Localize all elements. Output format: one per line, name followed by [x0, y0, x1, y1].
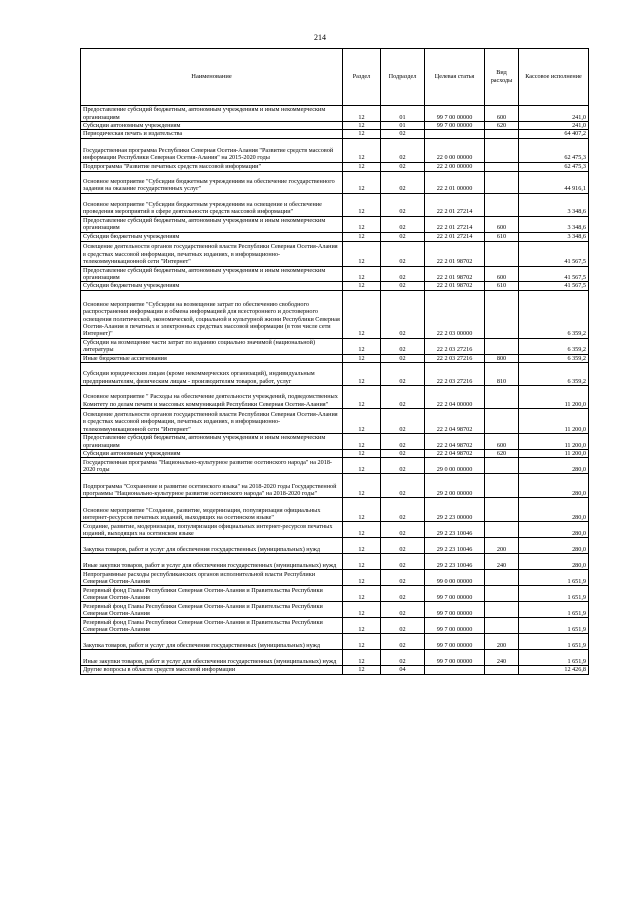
row-target: 22 2 01 27214: [425, 216, 485, 232]
row-subsection: 02: [381, 634, 425, 650]
row-section: 12: [343, 171, 381, 193]
row-subsection: 02: [381, 434, 425, 450]
row-section: 12: [343, 241, 381, 266]
row-target: 22 2 04 98702: [425, 450, 485, 458]
budget-table: [80, 48, 589, 675]
row-amount: 41 567,5: [519, 282, 589, 290]
row-section: 12: [343, 338, 381, 354]
row-subsection: 02: [381, 216, 425, 232]
row-type: 200: [485, 538, 519, 554]
row-amount: 62 475,3: [519, 138, 589, 162]
row-name: Предоставление субсидий бюджетным, автономным учреждениям и иным некоммерческим организациям: [81, 434, 343, 450]
row-name: Субсидии автономным учреждениям: [81, 450, 343, 458]
row-target: 29 2 23 10046: [425, 522, 485, 538]
row-subsection: 02: [381, 282, 425, 290]
row-amount: 11 200,0: [519, 450, 589, 458]
table-row: [81, 409, 589, 434]
row-type: [485, 586, 519, 602]
table-row: [81, 122, 589, 130]
table-header-row: [81, 49, 589, 106]
row-section: 12: [343, 538, 381, 554]
table-row: [81, 650, 589, 666]
row-name: Субсидии на возмещение части затрат по изданию социально значимой (национальной) литературы: [81, 338, 343, 354]
table-row: [81, 570, 589, 586]
row-type: [485, 162, 519, 171]
row-type: [485, 290, 519, 338]
row-amount: 1 651,9: [519, 634, 589, 650]
row-subsection: 02: [381, 458, 425, 474]
row-target: 99 7 00 00000: [425, 602, 485, 618]
row-type: 800: [485, 354, 519, 362]
row-type: 610: [485, 232, 519, 241]
row-type: [485, 171, 519, 193]
table-row: [81, 241, 589, 266]
row-amount: 1 651,9: [519, 586, 589, 602]
row-section: 12: [343, 409, 381, 434]
row-name: Предоставление субсидий бюджетным, автономным учреждениям и иным некоммерческим организациям: [81, 106, 343, 122]
table-row: [81, 602, 589, 618]
row-amount: 3 348,6: [519, 216, 589, 232]
row-type: 600: [485, 434, 519, 450]
row-subsection: 02: [381, 650, 425, 666]
row-amount: 280,0: [519, 522, 589, 538]
row-subsection: 02: [381, 498, 425, 522]
row-type: [485, 570, 519, 586]
table-row: [81, 634, 589, 650]
row-type: 200: [485, 634, 519, 650]
row-amount: 62 475,3: [519, 162, 589, 171]
row-type: [485, 386, 519, 409]
table-row: [81, 171, 589, 193]
row-subsection: 02: [381, 193, 425, 216]
row-section: 12: [343, 232, 381, 241]
row-amount: 64 407,2: [519, 130, 589, 138]
row-amount: 12 426,8: [519, 666, 589, 674]
row-subsection: 02: [381, 570, 425, 586]
row-target: 22 2 01 98702: [425, 241, 485, 266]
row-type: [485, 130, 519, 138]
row-name: Основное мероприятие "Субсидии на возмещение затрат по обеспечению свободного распространения информации и обмена информацией для всестороннего и достоверного освещения политической, экономической, социальной и культурной жизни Республики Северная Осетия-Алания в печатных и электронных средствах массовой информации (в том числе сети Интернет)": [81, 290, 343, 338]
row-subsection: 02: [381, 450, 425, 458]
row-name: Непрограммные расходы республиканских органов исполнительной власти Республики Северная Осетия-Алания: [81, 570, 343, 586]
row-type: 610: [485, 282, 519, 290]
row-name: Иные закупки товаров, работ и услуг для обеспечения государственных (муниципальных) нужд: [81, 554, 343, 570]
row-target: 29 2 00 00000: [425, 474, 485, 498]
row-name: Основное мероприятие "Субсидии бюджетным учреждениям на обеспечение государственного задания на оказание государственных услуг": [81, 171, 343, 193]
row-amount: 6 359,2: [519, 354, 589, 362]
row-target: 22 0 00 00000: [425, 138, 485, 162]
row-amount: 44 916,1: [519, 171, 589, 193]
row-section: 12: [343, 106, 381, 122]
row-name: Государственная программа Республики Северная Осетия-Алания "Развитие средств массовой информации Республики Северная Осетия-Алания" на 2015-2020 годы: [81, 138, 343, 162]
row-name: Иные закупки товаров, работ и услуг для обеспечения государственных (муниципальных) нужд: [81, 650, 343, 666]
row-name: Субсидии юридическим лицам (кроме некоммерческих организаций), индивидуальным предпринимателям, физическим лицам - производителям товаров, работ, услуг: [81, 363, 343, 386]
table-row: [81, 450, 589, 458]
row-amount: 3 348,6: [519, 193, 589, 216]
row-type: [485, 474, 519, 498]
table-row: [81, 282, 589, 290]
row-target: 22 2 01 27214: [425, 232, 485, 241]
row-type: 600: [485, 216, 519, 232]
row-name: Резервный фонд Главы Республики Северная Осетия-Алания и Правительства Республики Северная Осетия-Алания: [81, 602, 343, 618]
row-amount: 241,0: [519, 122, 589, 130]
row-name: Предоставление субсидий бюджетным, автономным учреждениям и иным некоммерческим организациям: [81, 216, 343, 232]
row-name: Подпрограмма "Сохранение и развитие осетинского языка" на 2018-2020 годы Государственной программы "Национально-культурное развитие осетинского народа" на 2018-2020 годы": [81, 474, 343, 498]
row-amount: 280,0: [519, 538, 589, 554]
row-type: [485, 602, 519, 618]
row-name: Субсидии автономным учреждениям: [81, 122, 343, 130]
row-subsection: 02: [381, 130, 425, 138]
row-section: 12: [343, 290, 381, 338]
row-target: 99 7 00 00000: [425, 122, 485, 130]
row-type: 600: [485, 106, 519, 122]
row-type: [485, 498, 519, 522]
row-subsection: 02: [381, 538, 425, 554]
row-type: 620: [485, 122, 519, 130]
header-subsection: Подраздел: [381, 49, 425, 106]
table-row: [81, 266, 589, 282]
row-subsection: 02: [381, 409, 425, 434]
row-target: 99 7 00 00000: [425, 634, 485, 650]
table-row: [81, 290, 589, 338]
row-target: 22 2 00 00000: [425, 162, 485, 171]
row-amount: 1 651,9: [519, 602, 589, 618]
row-target: 99 7 00 00000: [425, 106, 485, 122]
row-type: [485, 241, 519, 266]
row-subsection: 02: [381, 138, 425, 162]
row-name: Освещение деятельности органов государственной власти Республики Северная Осетия-Алания в средствах массовой информации, печатных изданиях, в информационно-телекоммуникационной сети "Интернет": [81, 241, 343, 266]
row-name: Резервный фонд Главы Республики Северная Осетия-Алания и Правительства Республики Северная Осетия-Алания: [81, 618, 343, 634]
row-target: 22 2 01 00000: [425, 171, 485, 193]
page-number: 214: [314, 33, 326, 42]
row-amount: 6 359,2: [519, 338, 589, 354]
row-target: 99 7 00 00000: [425, 586, 485, 602]
row-type: 810: [485, 363, 519, 386]
row-target: 22 2 04 98702: [425, 409, 485, 434]
table-row: [81, 338, 589, 354]
row-target: 99 7 00 00000: [425, 618, 485, 634]
row-type: [485, 458, 519, 474]
row-section: 12: [343, 266, 381, 282]
row-section: 12: [343, 193, 381, 216]
row-target: 29 0 00 00000: [425, 458, 485, 474]
row-amount: 11 200,0: [519, 434, 589, 450]
row-amount: 41 567,5: [519, 266, 589, 282]
row-subsection: 02: [381, 162, 425, 171]
row-type: [485, 138, 519, 162]
row-section: 12: [343, 554, 381, 570]
row-subsection: 01: [381, 122, 425, 130]
row-type: [485, 409, 519, 434]
row-name: Периодическая печать и издательства: [81, 130, 343, 138]
row-subsection: 02: [381, 586, 425, 602]
table-row: [81, 458, 589, 474]
row-subsection: 04: [381, 666, 425, 674]
row-amount: 1 651,9: [519, 650, 589, 666]
row-section: 12: [343, 650, 381, 666]
row-type: [485, 618, 519, 634]
row-type: [485, 338, 519, 354]
row-section: 12: [343, 458, 381, 474]
row-section: 12: [343, 138, 381, 162]
row-name: Основное мероприятие " Расходы на обеспечение деятельности учреждений, подведомственных Комитету по делам печати и массовых коммуникаций Республики Северная Осетия-Алания": [81, 386, 343, 409]
row-section: 12: [343, 162, 381, 171]
row-type: 600: [485, 266, 519, 282]
row-section: 12: [343, 282, 381, 290]
row-amount: 11 200,0: [519, 386, 589, 409]
row-section: 12: [343, 586, 381, 602]
row-subsection: 02: [381, 554, 425, 570]
row-section: 12: [343, 602, 381, 618]
row-amount: 6 359,2: [519, 290, 589, 338]
row-subsection: 02: [381, 241, 425, 266]
row-target: 22 2 03 27216: [425, 338, 485, 354]
row-name: Создание, развитие, модернизация, популяризация официальных интернет-ресурсов печатных изданий, выходящих на осетинском языке: [81, 522, 343, 538]
header-section: Раздел: [343, 49, 381, 106]
row-section: 12: [343, 570, 381, 586]
row-target: 22 2 03 00000: [425, 290, 485, 338]
row-target: 22 2 01 98702: [425, 282, 485, 290]
table-row: [81, 666, 589, 674]
row-type: [485, 193, 519, 216]
row-section: 12: [343, 666, 381, 674]
row-target: 22 2 04 98702: [425, 434, 485, 450]
row-amount: 1 651,9: [519, 570, 589, 586]
row-section: 12: [343, 634, 381, 650]
row-target: 99 7 00 00000: [425, 650, 485, 666]
row-amount: 241,0: [519, 106, 589, 122]
row-target: 29 2 23 00000: [425, 498, 485, 522]
row-target: [425, 666, 485, 674]
header-target: Целевая статья: [425, 49, 485, 106]
row-target: 29 2 23 10046: [425, 554, 485, 570]
row-name: Государственная программа "Национально-культурное развитие осетинского народа" на 2018-2020 годы: [81, 458, 343, 474]
row-type: 240: [485, 650, 519, 666]
row-name: Освещение деятельности органов государственной власти Республики Северная Осетия-Алания в средствах массовой информации, печатных изданиях, в информационно-телекоммуникационной сети "Интернет": [81, 409, 343, 434]
row-name: Субсидии бюджетным учреждениям: [81, 282, 343, 290]
table-row: [81, 434, 589, 450]
row-amount: 280,0: [519, 498, 589, 522]
row-subsection: 02: [381, 171, 425, 193]
row-subsection: 02: [381, 474, 425, 498]
header-type: Вид расходы: [485, 49, 519, 106]
row-amount: 280,0: [519, 474, 589, 498]
row-subsection: 02: [381, 354, 425, 362]
row-subsection: 02: [381, 363, 425, 386]
table-body: [81, 106, 589, 675]
table-row: [81, 498, 589, 522]
row-target: 22 2 03 27216: [425, 354, 485, 362]
row-name: Субсидии бюджетным учреждениям: [81, 232, 343, 241]
table-row: [81, 522, 589, 538]
row-amount: 3 348,6: [519, 232, 589, 241]
row-amount: 280,0: [519, 458, 589, 474]
row-section: 12: [343, 434, 381, 450]
row-section: 12: [343, 450, 381, 458]
table-row: [81, 106, 589, 122]
row-type: 620: [485, 450, 519, 458]
table-row: [81, 162, 589, 171]
row-section: 12: [343, 522, 381, 538]
row-name: Основное мероприятие "Создание, развитие, модернизация, популяризация официальных интернет-ресурсов печатных изданий, выходящих на осетинском языке": [81, 498, 343, 522]
row-name: Иные бюджетные ассигнования: [81, 354, 343, 362]
row-amount: 1 651,9: [519, 618, 589, 634]
table-row: [81, 538, 589, 554]
row-amount: 41 567,5: [519, 241, 589, 266]
row-amount: 6 359,2: [519, 363, 589, 386]
row-section: 12: [343, 130, 381, 138]
row-target: 22 2 04 00000: [425, 386, 485, 409]
row-section: 12: [343, 363, 381, 386]
row-target: 22 2 01 98702: [425, 266, 485, 282]
header-amount: Кассовое исполнение: [519, 49, 589, 106]
row-subsection: 02: [381, 338, 425, 354]
row-subsection: 01: [381, 106, 425, 122]
row-section: 12: [343, 618, 381, 634]
row-name: Подпрограмма "Развитие печатных средств массовой информации": [81, 162, 343, 171]
row-name: Закупка товаров, работ и услуг для обеспечения государственных (муниципальных) нужд: [81, 634, 343, 650]
row-subsection: 02: [381, 386, 425, 409]
row-name: Закупка товаров, работ и услуг для обеспечения государственных (муниципальных) нужд: [81, 538, 343, 554]
row-target: 22 2 03 27216: [425, 363, 485, 386]
row-name: Основное мероприятие "Субсидии бюджетным учреждениям на освещение и обеспечение проведения мероприятий в сфере деятельности средств массовой информации": [81, 193, 343, 216]
row-section: 12: [343, 354, 381, 362]
row-amount: 280,0: [519, 554, 589, 570]
row-name: Резервный фонд Главы Республики Северная Осетия-Алания и Правительства Республики Северная Осетия-Алания: [81, 586, 343, 602]
row-amount: 11 200,0: [519, 409, 589, 434]
table-row: [81, 216, 589, 232]
row-name: Другие вопросы в области средств массовой информации: [81, 666, 343, 674]
table-row: [81, 354, 589, 362]
row-subsection: 02: [381, 602, 425, 618]
table-row: [81, 138, 589, 162]
row-target: 22 2 01 27214: [425, 193, 485, 216]
row-type: [485, 522, 519, 538]
table-row: [81, 618, 589, 634]
row-target: 99 0 00 00000: [425, 570, 485, 586]
row-name: Предоставление субсидий бюджетным, автономным учреждениям и иным некоммерческим организациям: [81, 266, 343, 282]
table-row: [81, 474, 589, 498]
row-type: 240: [485, 554, 519, 570]
row-subsection: 02: [381, 266, 425, 282]
row-subsection: 02: [381, 290, 425, 338]
table-row: [81, 586, 589, 602]
row-type: [485, 666, 519, 674]
row-subsection: 02: [381, 618, 425, 634]
row-section: 12: [343, 216, 381, 232]
table-row: [81, 193, 589, 216]
row-section: 12: [343, 122, 381, 130]
table-row: [81, 386, 589, 409]
row-subsection: 02: [381, 522, 425, 538]
table-row: [81, 130, 589, 138]
row-section: 12: [343, 386, 381, 409]
row-section: 12: [343, 474, 381, 498]
table-row: [81, 232, 589, 241]
header-name: Наименование: [81, 49, 343, 106]
table-row: [81, 554, 589, 570]
row-target: 29 2 23 10046: [425, 538, 485, 554]
row-section: 12: [343, 498, 381, 522]
row-subsection: 02: [381, 232, 425, 241]
table-row: [81, 363, 589, 386]
row-target: [425, 130, 485, 138]
